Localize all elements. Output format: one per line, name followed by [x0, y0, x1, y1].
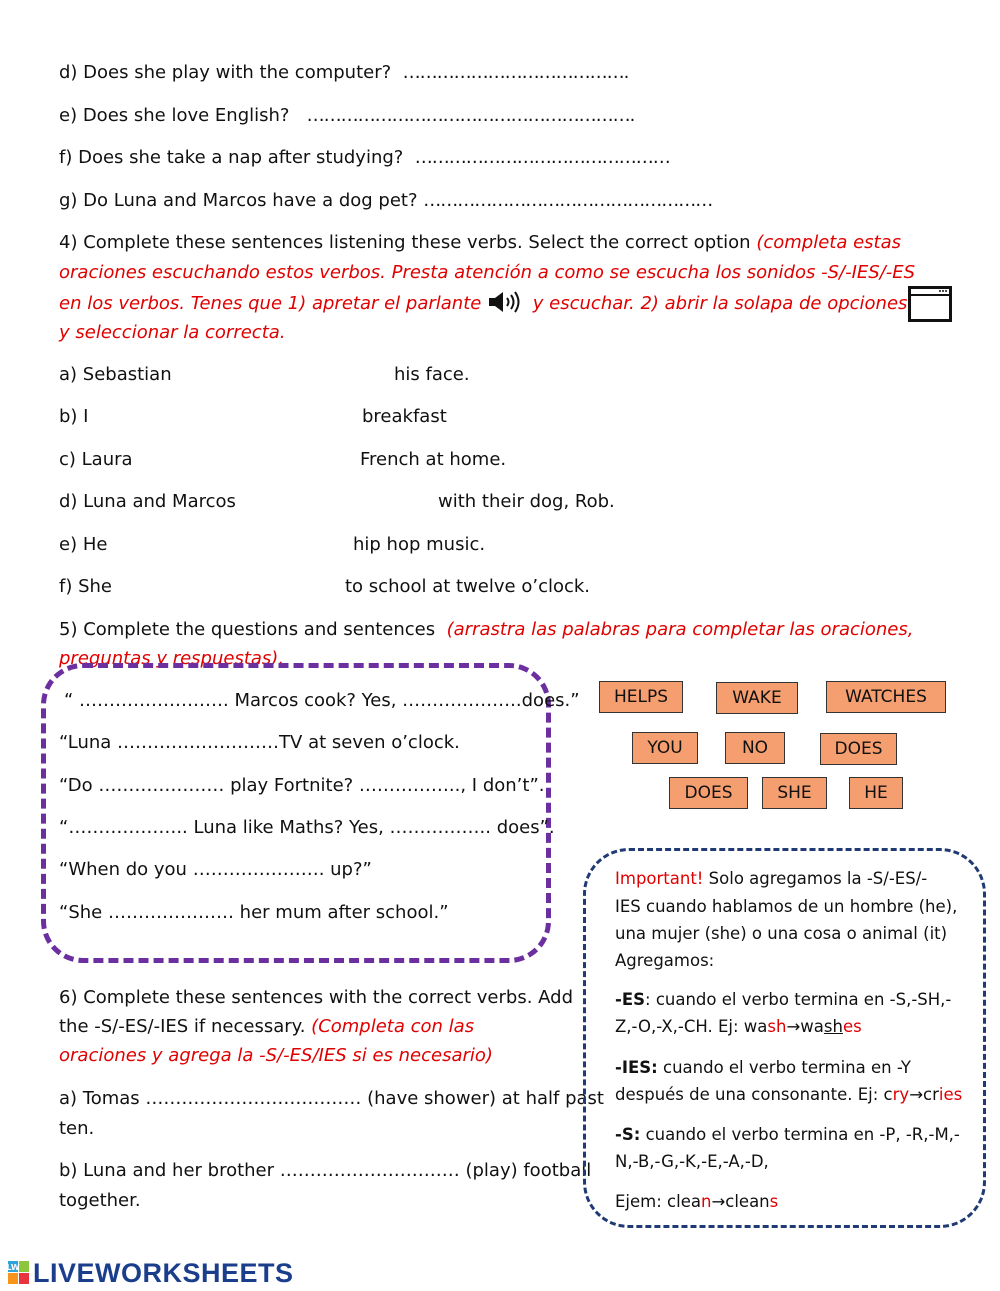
rule-label: -ES [615, 990, 646, 1009]
important-line-1 [615, 866, 927, 892]
logo-mark-icon [8, 1261, 30, 1285]
ex5-sentence-4: “……………….. Luna like Maths? Yes, …………….. does”. [59, 817, 555, 838]
word-chip-he[interactable]: HE [849, 777, 903, 809]
ex4-f-subject: f) She [59, 576, 112, 597]
word-chip-watches[interactable]: WATCHES [826, 681, 946, 713]
word-chip-no[interactable]: NO [725, 732, 785, 764]
instruction-part: y escuchar. 2) abrir la solapa de opciones [532, 293, 908, 314]
ex4-a-subject: a) Sebastian [59, 364, 172, 385]
important-line-4: Agregamos: [615, 951, 715, 970]
q3-item-f [59, 145, 670, 171]
ex4-instruction-line-2: oraciones escuchando estos verbos. Presta atención a como se escucha los sonidos -S/-IES/-ES [59, 262, 916, 283]
ex6-item-a-line-1: a) Tomas ……………………………… (have shower) at half past [59, 1088, 604, 1109]
highlight: n [700, 1192, 712, 1211]
instruction-part: en los verbos. Tenes que 1) apretar el parlante [59, 293, 482, 314]
question-text: d) Does she play with the computer? [59, 62, 392, 83]
rule-text: →cr [909, 1085, 939, 1104]
highlight: s [769, 1192, 779, 1211]
word-chip-wake[interactable]: WAKE [716, 682, 798, 714]
rule-ies-line-2 [615, 1082, 962, 1108]
question-text: g) Do Luna and Marcos have a dog pet? [59, 190, 418, 211]
ex4-c-subject: c) Laura [59, 449, 133, 470]
highlight: es [842, 1017, 862, 1036]
ex5-title: 5) Complete the questions and sentences [59, 619, 436, 640]
note-text: Solo agregamos la -S/-ES/- [703, 869, 928, 888]
ex4-b-subject: b) I [59, 406, 89, 427]
q3-item-e [59, 103, 634, 129]
highlight: ry [892, 1085, 910, 1104]
rule-text: después de una consonante. Ej: c [615, 1085, 893, 1104]
answer-blank[interactable]: …………………………………………… [423, 190, 713, 211]
logo-text: LIVEWORKSHEETS [33, 1257, 294, 1288]
dropdown-window-icon [908, 286, 952, 327]
svg-text:LW: LW [6, 1263, 20, 1272]
important-line-3: una mujer (she) o una cosa o animal (it) [615, 924, 948, 943]
highlight: ies [938, 1085, 963, 1104]
rule-s-line-1 [615, 1122, 960, 1148]
ex4-d-rest: with their dog, Rob. [438, 491, 615, 512]
rule-s-line-2: N,-B,-G,-K,-E,-A,-D, [615, 1152, 769, 1171]
ex5-instruction: (arrastra las palabras para completar las oraciones, [446, 619, 914, 640]
ex4-instruction-line-3 [59, 290, 907, 317]
rule-label: -IES: [615, 1058, 658, 1077]
rule-ies-line-1 [615, 1055, 911, 1081]
rule-s-line-3 [615, 1189, 778, 1215]
rule-text: →clean [711, 1192, 770, 1211]
ex4-title: 4) Complete these sentences listening these verbs. Select the correct option [59, 232, 751, 253]
speaker-icon [487, 290, 527, 314]
ex4-b-rest: breakfast [362, 406, 447, 427]
ex6-title-line-1: 6) Complete these sentences with the correct verbs. Add [59, 987, 573, 1008]
rule-label: -S: [615, 1125, 641, 1144]
highlight: sh [767, 1017, 787, 1036]
ex6-item-a-line-2: ten. [59, 1118, 95, 1139]
word-chip-does-2[interactable]: DOES [669, 777, 748, 809]
rule-text: cuando el verbo termina en -Y [657, 1058, 911, 1077]
ex6-instruction-line-2: oraciones y agrega la -S/-ES/IES si es necesario) [59, 1045, 493, 1066]
q3-item-d [59, 60, 628, 86]
answer-blank[interactable]: ……………………………………… [414, 147, 670, 168]
ex4-d-subject: d) Luna and Marcos [59, 491, 236, 512]
rule-text: Z,-O,-X,-CH. Ej: wa [615, 1017, 768, 1036]
word-chip-she[interactable]: SHE [762, 777, 827, 809]
ex5-sentence-2: “Luna ………………………TV at seven o’clock. [59, 732, 460, 753]
ex4-e-rest: hip hop music. [353, 534, 486, 555]
ex6-title: the -S/-ES/-IES if necessary. [59, 1016, 306, 1037]
ex4-c-rest: French at home. [360, 449, 507, 470]
ex5-title-line [59, 617, 913, 643]
answer-blank[interactable]: …………………………………………………. [306, 105, 635, 126]
important-label: Important! [615, 869, 704, 888]
ex6-title-line-2 [59, 1014, 474, 1040]
rule-text: : cuando el verbo termina en -S,-SH,- [645, 990, 952, 1009]
ex5-sentence-3: “Do ………………… play Fortnite? …………….., I don’t”. [59, 775, 545, 796]
rule-text: →wa [786, 1017, 824, 1036]
ex5-instruction-line-2: preguntas y respuestas). [59, 648, 285, 669]
ex4-instruction-line-4: y seleccionar la correcta. [59, 322, 286, 343]
ex4-a-rest: his face. [394, 364, 470, 385]
important-line-2: IES cuando hablamos de un hombre (he), [615, 897, 958, 916]
ex4-f-rest: to school at twelve o’clock. [345, 576, 591, 597]
ex5-sentence-6: “She ………………… her mum after school.” [59, 902, 449, 923]
question-text: f) Does she take a nap after studying? [59, 147, 404, 168]
q3-item-g [59, 188, 712, 214]
rule-text: cuando el verbo termina en -P, -R,-M,- [640, 1125, 960, 1144]
ex6-instruction: (Completa con las [311, 1016, 475, 1037]
word-chip-you[interactable]: YOU [632, 732, 698, 764]
answer-blank[interactable]: …………………………………. [402, 62, 629, 83]
underline: sh [823, 1017, 843, 1036]
question-text: e) Does she love English? [59, 105, 290, 126]
liveworksheets-logo [8, 1256, 294, 1290]
word-chip-helps[interactable]: HELPS [599, 681, 683, 713]
rule-text: Ejem: clea [615, 1192, 701, 1211]
ex5-sentence-1: “ ……………………. Marcos cook? Yes, ………………..does.” [64, 690, 580, 711]
ex4-title-line [59, 230, 901, 256]
rule-es-line-1 [615, 987, 951, 1013]
word-chip-does[interactable]: DOES [820, 733, 897, 765]
ex6-item-b-line-1: b) Luna and her brother ………………………… (play) football [59, 1160, 592, 1181]
ex5-sentence-5: “When do you …………………. up?” [59, 859, 372, 880]
rule-es-line-2 [615, 1014, 862, 1040]
ex6-item-b-line-2: together. [59, 1190, 141, 1211]
ex4-instruction: (completa estas [756, 232, 902, 253]
ex4-e-subject: e) He [59, 534, 108, 555]
